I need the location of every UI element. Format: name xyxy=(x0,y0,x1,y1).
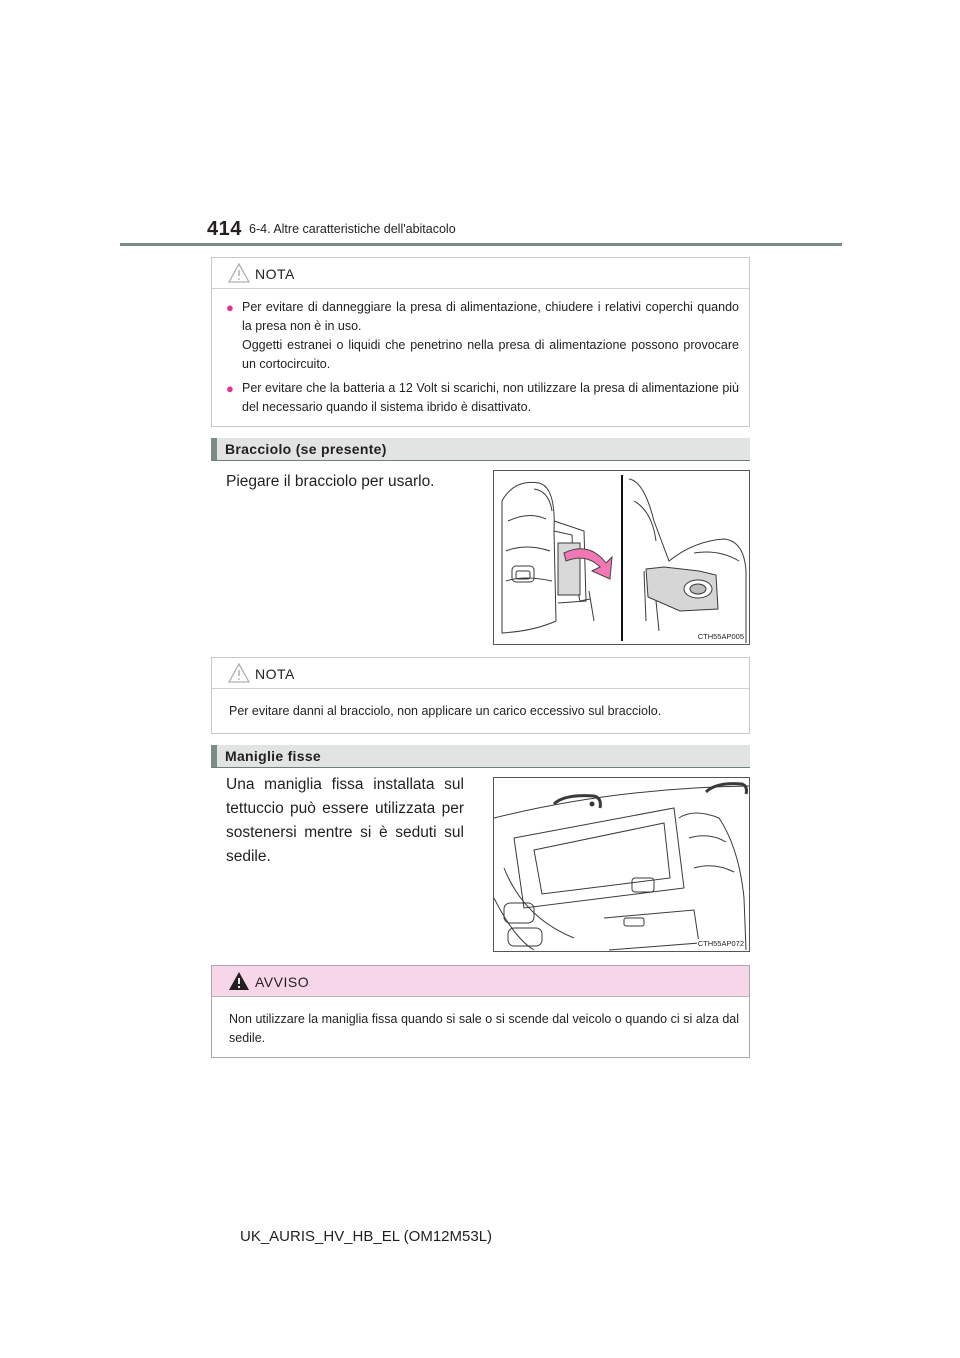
header-rule xyxy=(120,243,842,246)
nota-item-text: Oggetti estranei o liquidi che penetrino nella presa di alimentazione possono provocare un cortocircuito. xyxy=(242,338,739,371)
nota-label: NOTA xyxy=(255,266,295,282)
document-code: UK_AURIS_HV_HB_EL (OM12M53L) xyxy=(240,1228,493,1245)
section-accent xyxy=(211,745,217,767)
nota-item-text: Per evitare di danneggiare la presa di alimentazione, chiudere i relativi coperchi quando la presa non è in uso. xyxy=(242,300,739,333)
section-accent xyxy=(211,438,217,460)
bracciolo-instruction: Piegare il bracciolo per usarlo. xyxy=(226,473,435,490)
caution-triangle-icon xyxy=(228,663,250,683)
section-heading-text: Bracciolo (se presente) xyxy=(225,441,387,457)
nota-box-armrest xyxy=(211,657,750,734)
nota-body xyxy=(226,298,739,422)
nota-header xyxy=(212,258,749,289)
warning-triangle-icon xyxy=(228,971,250,991)
nota-label: NOTA xyxy=(255,666,295,682)
section-heading-bracciolo xyxy=(211,438,750,461)
figure-code: CTH55AP072 xyxy=(697,939,744,948)
section-heading-maniglie xyxy=(211,745,750,768)
bullet-icon: ● xyxy=(226,381,234,396)
avviso-body: Non utilizzare la maniglia fissa quando si sale o si scende dal veicolo o quando ci si alza dal sedile. xyxy=(229,1012,739,1045)
nota-item xyxy=(226,379,739,417)
avviso-box-grab-handle xyxy=(211,965,750,1058)
bullet-icon: ● xyxy=(226,300,234,315)
caution-triangle-icon xyxy=(228,263,250,283)
figure-code: CTH55AP005 xyxy=(697,632,744,641)
page-number: 414 xyxy=(207,218,242,240)
section-title: 6-4. Altre caratteristiche dell'abitacolo xyxy=(249,222,456,236)
grab-handle-drawing xyxy=(494,778,749,951)
nota-box-power-outlet xyxy=(211,257,750,427)
nota-body: Per evitare danni al bracciolo, non applicare un carico eccessivo sul bracciolo. xyxy=(229,704,662,718)
nota-item-text: Per evitare che la batteria a 12 Volt si scarichi, non utilizzare la presa di alimentazione più del necessario quando il sistema ibrido è disattivato. xyxy=(242,381,739,414)
nota-header xyxy=(212,658,749,689)
armrest-seat-drawing xyxy=(494,471,749,644)
armrest-illustration xyxy=(493,470,750,645)
avviso-label: AVVISO xyxy=(255,974,310,990)
grab-handle-illustration xyxy=(493,777,750,952)
nota-item xyxy=(226,298,739,374)
section-heading-text: Maniglie fisse xyxy=(225,748,322,764)
maniglie-description: Una maniglia fissa installata sul tettuccio può essere utilizzata per sostenersi mentre si è seduti sul sedile. xyxy=(226,776,464,865)
avviso-header xyxy=(212,966,749,997)
